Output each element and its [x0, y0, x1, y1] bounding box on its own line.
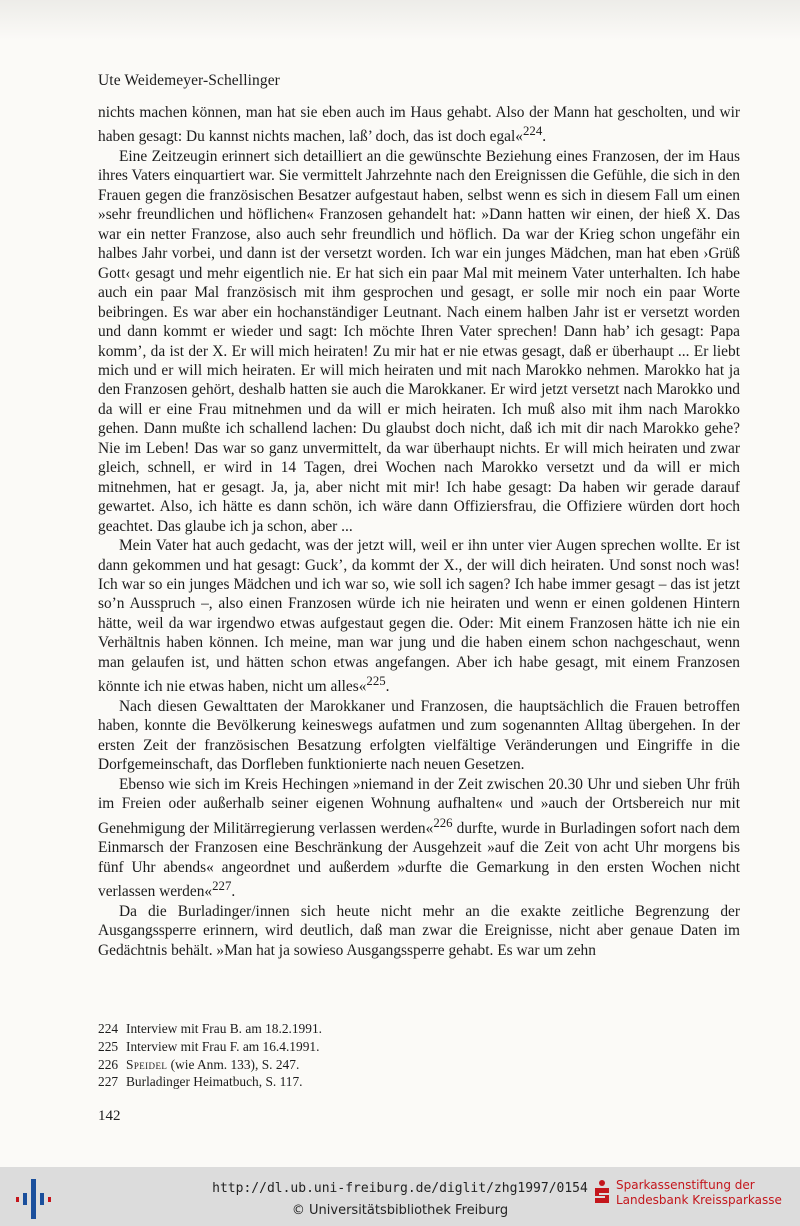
footnote [98, 1020, 322, 1038]
footnote-text: Interview mit Frau F. am 16.4.1991. [126, 1038, 320, 1054]
sparkasse-logo-icon [593, 1179, 611, 1205]
body-text [98, 103, 740, 960]
sponsor-line-1: Sparkassenstiftung der [616, 1178, 755, 1192]
page-number: 142 [98, 1108, 121, 1124]
body-paragraph: Mein Vater hat auch gedacht, was der jetzt will, weil er ihn unter vier Augen sprechen wollte. Er ist dann gekommen und hat gesagt: Guck’, da kommt der X., der will dich heiraten. Und sonst noch was! Ich war so ein junges Mädchen und ich war so, wie soll ich sagen? Ich habe immer gesagt – das ist jetzt so’n Ausspruch –, also einen Franzosen würde ich nie heiraten und wenn er einen goldenen Hintern hätte, weil da war irgendwo etwas aufgestaut gegen die. Oder: Mit einem Franzosen hätte ich nie ein Verhältnis haben können. Ich meine, man war jung und die haben einem schon nachgeschaut, wenn man gelaufen ist, und hätten schon etwas angefangen. Aber ich habe gesagt, mit einem Franzosen könnte ich nie etwas haben, nicht um alles«$^{225}$. [98, 537, 740, 696]
footnote [98, 1038, 322, 1056]
footnote-number: 225 [98, 1038, 119, 1054]
body-paragraph: Eine Zeitzeugin erinnert sich detailliert an die gewünschte Beziehung eines Franzosen, der im Haus ihres Vaters einquartiert war. Sie vermittelt Jahrzehnte nach den Ereignissen die Gefühle, die sich in den Frauen gegen die französischen Besatzer aufgestaut haben, selbst wenn es sich in diesem Fall um einen »sehr freundlichen und höflichen« Franzosen gehandelt hat: »Dann hatten wir einen, der hieß X. Das war ein netter Franzose, also auch sehr freundlich und höflich. Da war der Krieg schon ungefähr ein halbes Jahr vorbei, und dann ist der versetzt worden. Ich war ein junges Mädchen, man hat eben ›Grüß Gott‹ gesagt und mehr eigentlich nie. Er hat sich ein paar Mal mit meinem Vater unterhalten. Ich habe auch ein paar Mal französisch mit ihm gesprochen und gesagt, er solle mir noch ein paar Worte beibringen. Es war aber ein hochanständiger Leutnant. Nach einem halben Jahr ist er versetzt worden und dann kommt er wieder und sagt: Ich möchte Ihren Vater sprechen! Dann hab’ ich gesagt: Papa komm’, da ist der X. Er will mich heiraten! Zu mir hat er nie etwas gesagt, daß er überhaupt ... Er liebt mich und er will mich heiraten. Er will mich heiraten und mit nach Marokko nehmen. Marokko hat ja den Franzosen gehört, deshalb hatten sie auch die Marokkaner. Er wird jetzt versetzt nach Marokko und da will er eine Frau mitnehmen und da will er mich heiraten. Ich muß also mit ihm nach Marokko gehen. Dann mußte ich schallend lachen: Du glaubst doch nicht, daß ich mit dir nach Marokko gehe? Nie im Leben! Das war so ganz unvermittelt, da war überhaupt nichts. Er will mich heiraten und zwar gleich, schnell, er wird in 14 Tagen, drei Wochen nach Marokko versetzt und da will er mich mitnehmen, hat er gesagt. Ja, ja, aber nicht mit mir! Ich habe gesagt: Da haben wir gerade darauf gewartet. Also, ich hätte es dann schön, ich wäre dann Offiziersfrau, die Offiziere würden dort hoch geachtet. Das glaube ich ja schon, aber ... [98, 148, 740, 535]
body-paragraph: Da die Burladinger/innen sich heute nicht mehr an die exakte zeitliche Begrenzung der Ausgangssperre erinnern, wird deutlich, daß man zwar die Ereignisse, nicht aber genaue Daten im Gedächtnis behält. »Man hat ja sowieso Ausgangssperre gehabt. Es war um zehn [98, 902, 740, 959]
sponsor-text [616, 1178, 782, 1208]
footnote-text: Interview mit Frau B. am 18.2.1991. [126, 1021, 322, 1036]
footnote-author: Speidel [126, 1056, 168, 1072]
footnote-text: Burladinger Heimatbuch, S. 117. [126, 1074, 303, 1090]
sponsor-line-2: Landesbank Kreissparkasse [616, 1193, 782, 1207]
body-paragraph: Ebenso wie sich im Kreis Hechingen »niemand in der Zeit zwischen 20.30 Uhr und sieben Uhr früh im Freien oder außerhalb seiner eigenen Wohnung aufhalten« und »auch der Ortsbereich nur mit Genehmigung der Militärregierung verlassen werden«$^{226}$ durfte, wurde in Burladingen sofort nach dem Einmarsch der Franzosen eine Beschränkung der Ausgehzeit »auf die Zeit von acht Uhr morgens bis fünf Uhr abends« angeordnet und außerdem »durfte die Gemarkung in den ersten Wochen nicht verlassen werden«$^{227}$. [98, 775, 740, 901]
footnotes [98, 1020, 322, 1091]
running-head: Ute Weidemeyer-Schellinger [98, 72, 280, 89]
footer-bar [0, 1167, 800, 1226]
copyright-text: © Universitätsbibliothek Freiburg [291, 1203, 509, 1218]
body-paragraph: Nach diesen Gewalttaten der Marokkaner und Franzosen, die hauptsächlich die Frauen betroffen haben, konnte die Bevölkerung keineswegs aufatmen und zum sogenannten Alltag übergehen. In der ersten Zeit der französischen Besatzung erfolgten vielfältige Veränderungen und Eingriffe in die Dorfgemeinschaft, das Dorfleben funktionierte nach neuen Gesetzen. [98, 697, 740, 774]
source-url-link[interactable]: http://dl.ub.uni-freiburg.de/diglit/zhg1997/0154 [212, 1181, 588, 1196]
body-paragraph: nichts machen können, man hat sie eben auch im Haus gehabt. Also der Mann hat gescholten, und wir haben gesagt: Du kannst nichts machen, laß’ doch, das ist doch egal«$^{224}$. [98, 104, 740, 146]
footnote-text: (wie Anm. 133), S. 247. [167, 1056, 300, 1072]
footnote-number: 227 [98, 1074, 119, 1090]
footnote [98, 1073, 322, 1091]
scan-edge-shadow [0, 0, 800, 40]
footnote [98, 1056, 322, 1074]
footnote-number: 226 [98, 1056, 119, 1072]
footnote-number: 224 [98, 1021, 119, 1036]
